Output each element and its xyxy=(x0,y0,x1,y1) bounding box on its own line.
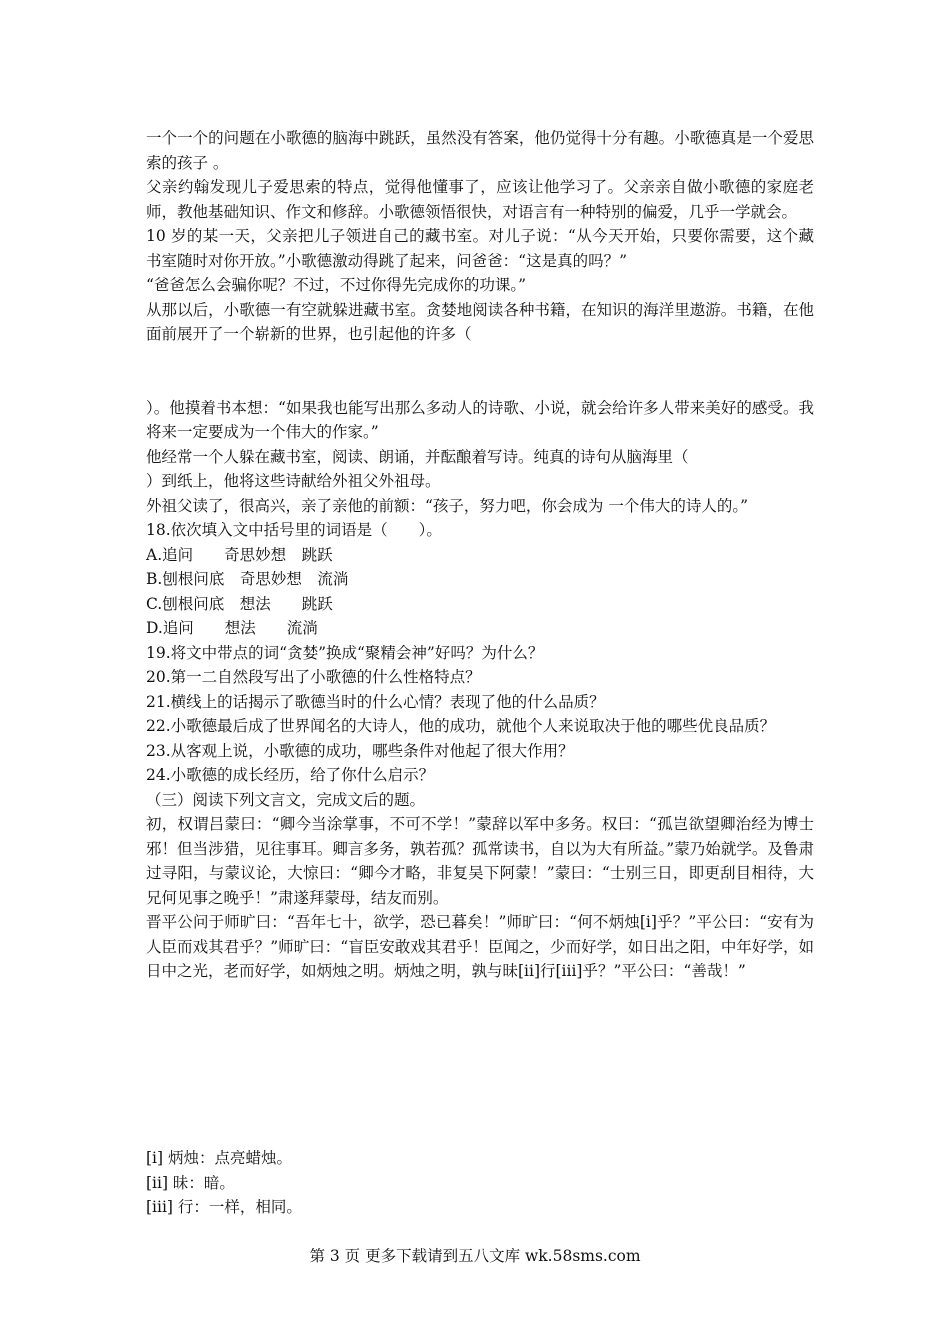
question-18: 18.依次填入文中括号里的词语是（ ）。 xyxy=(146,521,442,539)
question-24: 24.小歌德的成长经历，给了你什么启示？ xyxy=(146,766,435,784)
paragraph: 10 岁的某一天，父亲把儿子领进自己的藏书室。对儿子说：“从今天开始，只要你需要，这个藏书室随时对你开放。”小歌德激动得跳了起来，问爸爸：“这是真的吗？” xyxy=(146,227,814,270)
option-a: A.追问 奇思妙想 跳跃 xyxy=(146,545,333,564)
footnote: [iii] 行：一样，相同。 xyxy=(146,1198,302,1216)
paragraph: ）到纸上，他将这些诗献给外祖父外祖母。 xyxy=(146,472,441,490)
option-d: D.追问 想法 流淌 xyxy=(146,619,318,637)
option-b: B.刨根问底 奇思妙想 流淌 xyxy=(146,570,349,588)
question-22: 22.小歌德最后成了世界闻名的大诗人，他的成功，就他个人来说取决于他的哪些优良品质？ xyxy=(146,717,776,735)
blank-space xyxy=(146,347,814,396)
section-heading: （三）阅读下列文言文，完成文后的题。 xyxy=(146,790,426,809)
question-21: 21.横线上的话揭示了歌德当时的什么心情？表现了他的什么品质？ xyxy=(146,692,605,711)
footnote: [ii] 昧：暗。 xyxy=(146,1173,235,1192)
paragraph: 外祖父读了，很高兴，亲了亲他的前额：“孩子，努力吧，你会成为 一个伟大的诗人的。” xyxy=(146,496,749,515)
paragraph: 父亲约翰发现儿子爱思索的特点，觉得他懂事了，应该让他学习了。父亲亲自做小歌德的家庭老师，教他基础知识、作文和修辞。小歌德领悟很快，对语言有一种特别的偏爱，几乎一学就会。 xyxy=(146,178,814,221)
classical-text-2: 晋平公问于师旷曰：“吾年七十，欲学，恐已暮矣！”师旷曰：“何不炳烛[i]乎？”平公曰：“安有为人臣而戏其君乎？”师旷曰：“盲臣安敢戏其君乎！臣闻之，少而好学，如日出之阳，中年好学，如日中之光，老而好学，如炳烛之明。炳烛之明，孰与昧[ii]行[iii]乎？”平公曰：“善哉！” xyxy=(146,913,814,980)
paragraph: 从那以后，小歌德一有空就躲进藏书室。贪婪地阅读各种书籍，在知识的海洋里遨游。书籍，在他面前展开了一个崭新的世界，也引起他的许多（ xyxy=(146,300,814,343)
paragraph: 他经常一个人躲在藏书室，阅读、朗诵，并酝酿着写诗。纯真的诗句从脑海里（ xyxy=(146,447,689,466)
page-footer: 第 3 页 更多下载请到五八文库 wk.58sms.com xyxy=(309,1247,641,1265)
option-c: C.刨根问底 想法 跳跃 xyxy=(146,594,333,613)
footnotes xyxy=(146,1146,814,1220)
main-text xyxy=(146,126,814,984)
paragraph: 一个一个的问题在小歌德的脑海中跳跃，虽然没有答案，他仍觉得十分有趣。小歌德真是一个爱思索的孩子 。 xyxy=(146,129,814,172)
paragraph: ）。他摸着书本想：“如果我也能写出那么多动人的诗歌、小说，就会给许多人带来美好的感受。我将来一定要成为一个伟大的作家。” xyxy=(146,398,814,441)
classical-text-1: 初，权谓吕蒙曰：“卿今当涂掌事，不可不学！”蒙辞以军中多务。权曰：“孤岂欲望卿治经为博士邪！但当涉猎，见往事耳。卿言多务，孰若孤？孤常读书，自以为大有所益。”蒙乃始就学。及鲁肃过寻阳，与蒙议论，大惊曰：“卿今才略，非复吴下阿蒙！”蒙曰：“士别三日，即更刮目相待，大兄何见事之晚乎！”肃遂拜蒙母，结友而别。 xyxy=(146,815,814,907)
question-23: 23.从客观上说，小歌德的成功，哪些条件对他起了很大作用？ xyxy=(146,741,574,760)
footnote: [i] 炳烛：点亮蜡烛。 xyxy=(146,1149,292,1167)
question-19: 19.将文中带点的词“贪婪”换成“聚精会神”好吗？为什么？ xyxy=(146,643,544,662)
question-20: 20.第一二自然段写出了小歌德的什么性格特点？ xyxy=(146,668,481,686)
paragraph: “爸爸怎么会骗你呢？不过，不过你得先完成你的功课。” xyxy=(146,276,527,294)
